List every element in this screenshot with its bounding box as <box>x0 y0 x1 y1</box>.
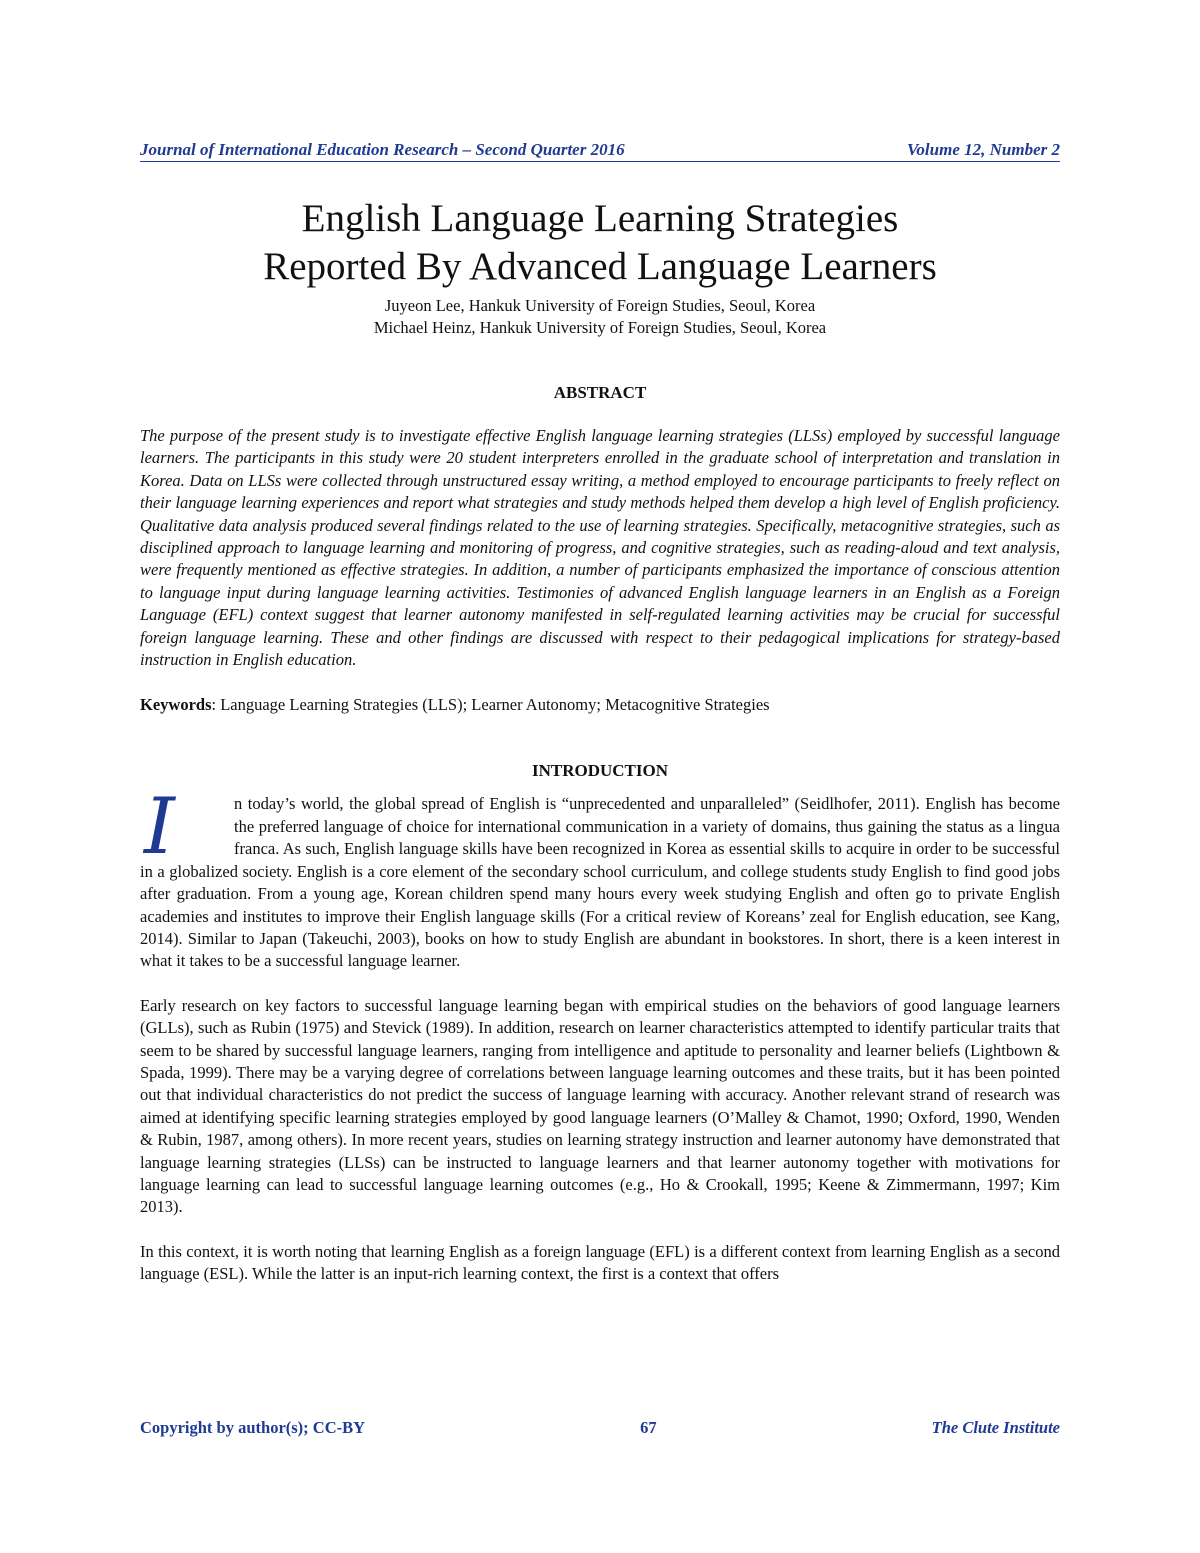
title-line-2: Reported By Advanced Language Learners <box>263 245 937 288</box>
running-header <box>140 140 1060 162</box>
intro-paragraph-1-text: n today’s world, the global spread of English is “unprecedented and unparalleled” (Seidlhofer, 2011). English has become the preferred language of choice for international communication in a variety of domains, thus gaining the status as a lingua franca. As such, English language skills have been recognized in Korea as essential skills to acquire in order to be successful in a globalized society. English is a core element of the secondary school curriculum, and college students study English to find good jobs after graduation. From a young age, Korean children spend many hours every week studying English and often go to private English academies and institutes to improve their English language skills (For a critical review of Koreans’ zeal for English education, see Kang, 2014). Similar to Japan (Takeuchi, 2003), books on how to study English are abundant in bookstores. In short, there is a keen interest in what it takes to be a successful language learner. <box>140 794 1060 971</box>
paper-page <box>140 140 1060 1286</box>
journal-name: Journal of International Education Research – Second Quarter 2016 <box>140 140 625 159</box>
keywords-label: Keywords <box>140 695 212 715</box>
title-line-1: English Language Learning Strategies <box>301 197 899 240</box>
volume-number: Volume 12, Number 2 <box>906 140 1060 159</box>
page-footer <box>140 1418 1060 1438</box>
introduction-heading: INTRODUCTION <box>531 761 669 781</box>
intro-paragraph-3: In this context, it is worth noting that learning English as a foreign language (EFL) is a different context from learning English as a second language (ESL). While the latter is an input-rich learning context, the first is a context that offers <box>140 1241 1060 1284</box>
abstract-text: The purpose of the present study is to investigate effective English language learning strategies (LLSs) employed by successful language learners. The participants in this study were 20 student interpreters enrolled in the graduate school of interpretation and translation in Korea. Data on LLSs were collected through unstructured essay writing, a method employed to encourage participants to freely reflect on their language learning experiences and report what strategies and study methods helped them develop a high level of English proficiency. Qualitative data analysis produced several findings related to the use of learning strategies. Specifically, metacognitive strategies, such as disciplined approach to language learning and monitoring of progress, and cognitive strategies, such as reading-aloud and text analysis, were frequently mentioned as effective strategies. In addition, a number of participants emphasized the importance of conscious attention to language input during language learning activities. Testimonies of advanced English language learners in an English as a Foreign Language (EFL) context suggest that learner autonomy manifested in self-regulated learning activities may be crucial for successful foreign language learning. These and other findings are discussed with respect to their pedagogical implications for strategy-based instruction in English education. <box>140 426 1060 670</box>
keywords-text: : Language Learning Strategies (LLS); Learner Autonomy; Metacognitive Strategies <box>211 695 770 715</box>
publisher-name: The Clute Institute <box>931 1418 1060 1437</box>
abstract-heading: ABSTRACT <box>553 383 647 402</box>
keywords <box>140 695 1060 715</box>
copyright-notice: Copyright by author(s); CC-BY <box>140 1418 366 1437</box>
paper-title <box>140 195 1060 291</box>
author-2: Michael Heinz, Hankuk University of Foreign Studies, Seoul, Korea <box>373 318 827 337</box>
page-number: 67 <box>640 1418 657 1437</box>
author-list <box>140 295 1060 339</box>
author-1: Juyeon Lee, Hankuk University of Foreign Studies, Seoul, Korea <box>384 296 816 315</box>
intro-paragraph-2: Early research on key factors to successful language learning began with empirical studies on the behaviors of good language learners (GLLs), such as Rubin (1975) and Stevick (1989). In addition, research on learner characteristics attempted to identify particular traits that seem to be shared by successful language learners, ranging from intelligence and aptitude to personality and learner beliefs (Lightbown & Spada, 1999). There may be a varying degree of correlations between language learning outcomes and these traits, but it has been pointed out that individual characteristics do not predict the success of language learning with accuracy. Another relevant strand of research was aimed at identifying specific learning strategies employed by good language learners (O’Malley & Chamot, 1990; Oxford, 1990, Wenden & Rubin, 1987, among others). In more recent years, studies on learning strategy instruction and learner autonomy have demonstrated that language learning strategies (LLSs) can be instructed to language learners and that learner autonomy together with motivations for language learning can lead to successful language learning outcomes (e.g., Ho & Crookall, 1995; Keene & Zimmermann, 1997; Kim 2013). <box>140 995 1060 1217</box>
intro-paragraph-1 <box>140 782 1060 972</box>
drop-cap: I <box>144 782 175 873</box>
